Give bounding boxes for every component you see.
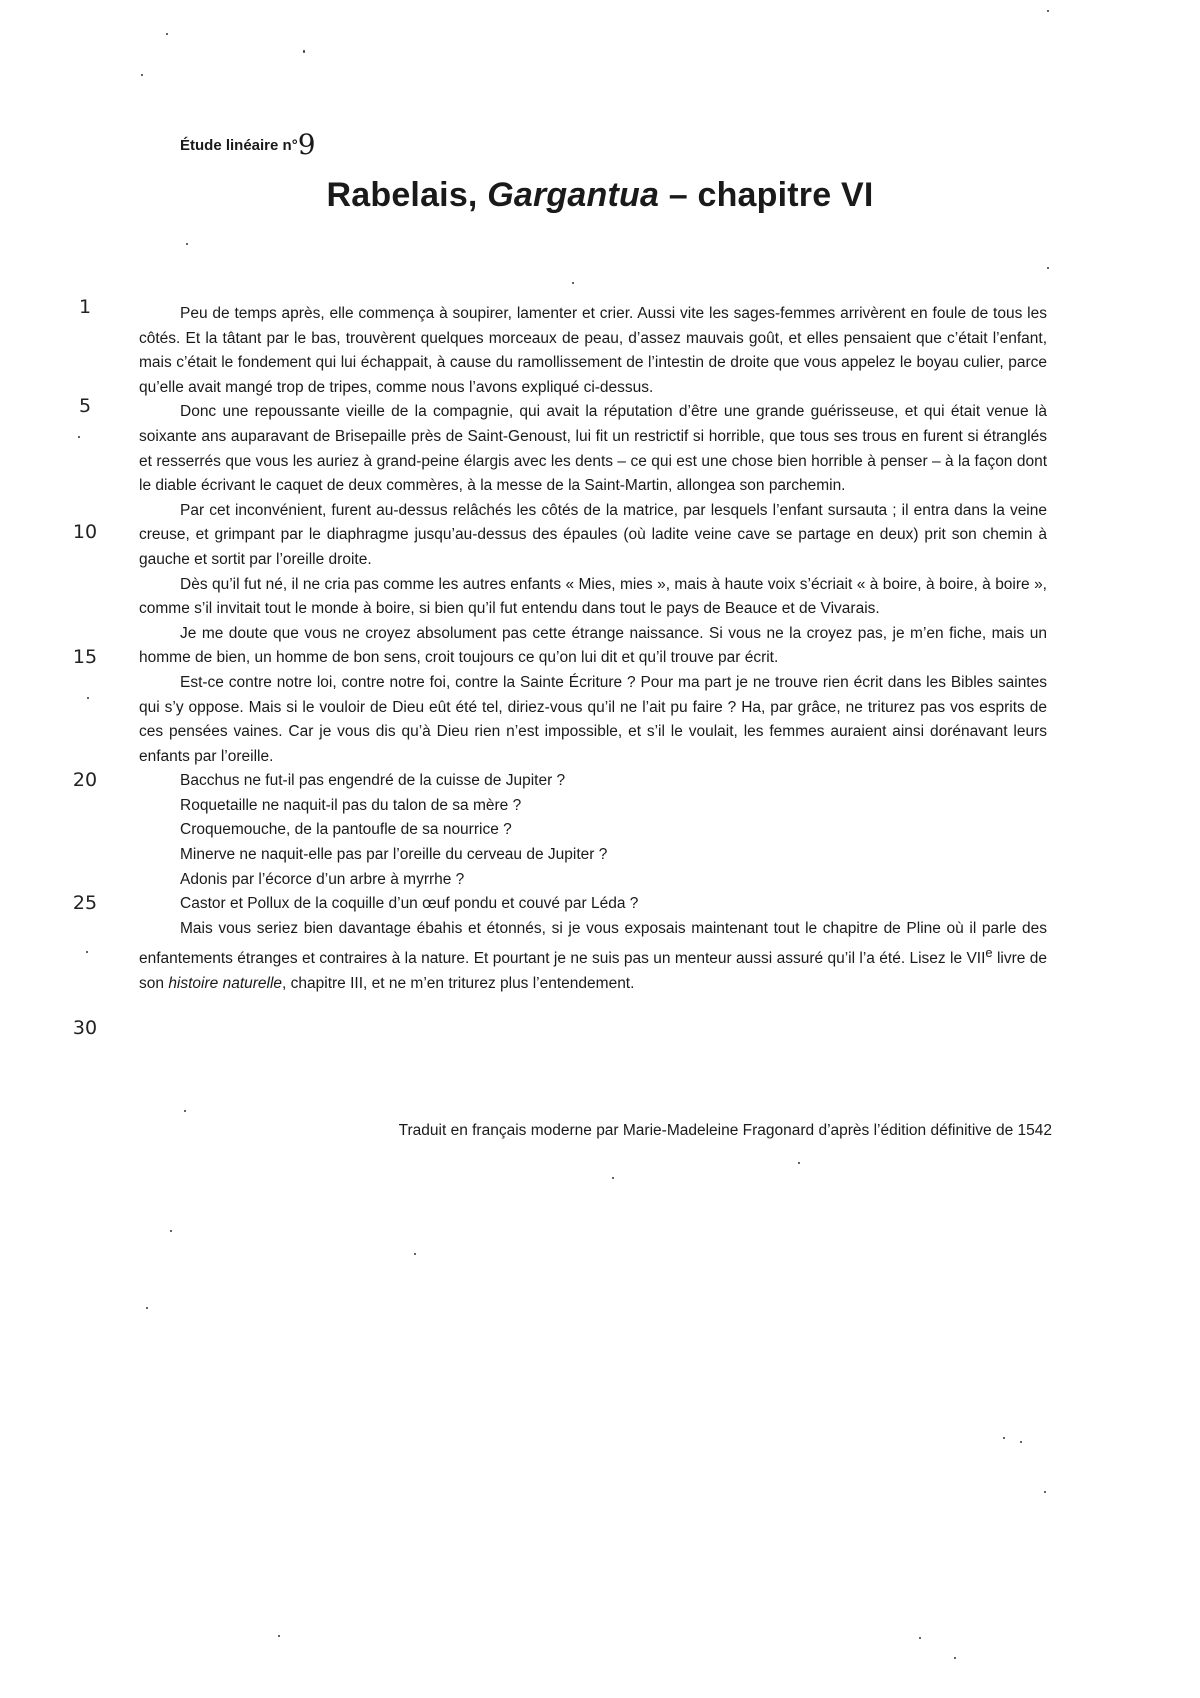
scan-speck	[184, 1110, 186, 1112]
scan-speck	[278, 1635, 280, 1637]
scan-speck	[87, 697, 89, 699]
scan-speck	[186, 243, 188, 245]
question-line: Croquemouche, de la pantoufle de sa nourrice ?	[180, 821, 512, 839]
scan-speck	[86, 951, 88, 953]
study-number: 9	[297, 128, 316, 161]
scan-speck	[146, 1307, 148, 1309]
line-number: 15	[72, 646, 98, 668]
translation-credit: Traduit en français moderne par Marie-Madeleine Fragonard d’après l’édition définitive de 1542	[398, 1122, 1052, 1139]
question-line: Roquetaille ne naquit-il pas du talon de sa mère ?	[180, 796, 522, 814]
title-work: Gargantua	[487, 176, 660, 214]
line-number: 1	[78, 296, 92, 318]
closing-text: Mais vous seriez bien davantage ébahis et étonnés, si je vous exposais maintenant tout le chapitre de Pline où il parle des enfantements étranges et contraires à la nature. Et pourtant je ne suis pas un menteur aussi assuré qu’il l’a été. Lisez le VII	[139, 919, 1047, 968]
scan-speck	[166, 33, 168, 35]
title-chapter: – chapitre VI	[659, 176, 874, 214]
paragraph: Est-ce contre notre loi, contre notre foi, contre la Sainte Écriture ? Pour ma part je ne trouve rien écrit dans les Bibles saintes qui s’y oppose. Mais si le vouloir de Dieu eût été tel, diriez-vous qu’il ne l’ait pu faire ? Ha, par grâce, ne triturez pas vos esprits de ces pensées vaines. Car je vous dis qu’à Dieu rien n’est impossible, et s’il le voulait, les femmes auraient ainsi dorénavant leurs enfants par l’oreille.	[139, 673, 1047, 765]
scan-speck	[303, 50, 305, 53]
scan-speck	[141, 74, 143, 76]
paragraph: Par cet inconvénient, furent au-dessus relâchés les côtés de la matrice, par lesquels l’enfant sursauta ; il entra dans la veine creuse, et grimpant par le diaphragme jusqu’au-dessus des épaules (où ladite veine cave se partage en deux) prit son chemin à gauche et sortit par l’oreille droite.	[139, 501, 1047, 568]
question-line: Adonis par l’écorce d’un arbre à myrrhe ?	[180, 870, 465, 888]
closing-paragraph	[139, 917, 1047, 997]
closing-text: livre de son	[139, 950, 1047, 993]
chapter-text	[139, 302, 1047, 997]
paragraph: Je me doute que vous ne croyez absolument pas cette étrange naissance. Si vous ne la croyez pas, je m’en fiche, mais un homme de bien, un homme de bon sens, croit toujours ce qu’on lui dit et qu’il trouve par écrit.	[139, 624, 1047, 667]
scan-speck	[78, 436, 80, 438]
scan-speck	[170, 1230, 172, 1232]
line-number: 10	[72, 521, 98, 543]
title-author: Rabelais,	[326, 176, 488, 214]
scan-speck	[612, 1177, 614, 1179]
scan-speck	[1047, 267, 1049, 269]
line-number: 30	[72, 1017, 98, 1039]
closing-superscript: e	[985, 945, 993, 961]
scan-speck	[1020, 1441, 1022, 1443]
study-label	[180, 124, 316, 161]
line-number: 5	[78, 395, 92, 417]
closing-text: , chapitre III, et ne m’en triturez plus l’entendement.	[282, 975, 635, 993]
paragraph: Donc une repoussante vieille de la compagnie, qui avait la réputation d’être une grande guérisseuse, et qui était venue là soixante ans auparavant de Brisepaille près de Saint-Genoust, lui fit un restrictif si horrible, que tous ses trous en furent si étranglés et resserrés que vous les auriez à grand-peine élargis avec les dents – ce qui est une chose bien horrible à penser – à la façon dont le diable écrivant le caquet de deux commères, à la messe de la Saint-Martin, allongea son parchemin.	[139, 403, 1047, 495]
page-title	[0, 176, 1200, 215]
question-line: Castor et Pollux de la coquille d’un œuf pondu et couvé par Léda ?	[180, 895, 639, 913]
scan-speck	[798, 1162, 800, 1164]
scan-speck	[1044, 1491, 1046, 1493]
line-number: 20	[72, 769, 98, 791]
scan-speck	[1003, 1437, 1005, 1439]
paragraph: Peu de temps après, elle commença à soupirer, lamenter et crier. Aussi vite les sages-femmes arrivèrent en foule de tous les côtés. Et la tâtant par le bas, trouvèrent quelques morceaux de peau, d’assez mauvais goût, et elles pensaient que c’était l’enfant, mais c’était le fondement qui lui échappait, à cause du ramollissement de l’intestin de droite que vous appelez le boyau culier, parce qu’elle avait mangé trop de tripes, comme nous l’avons expliqué ci-dessus.	[139, 305, 1047, 396]
paragraph: Dès qu’il fut né, il ne cria pas comme les autres enfants « Mies, mies », mais à haute voix s’écriait « à boire, à boire, à boire », comme s’il invitait tout le monde à boire, si bien qu’il fut entendu dans tout le pays de Beauce et de Vivarais.	[139, 575, 1047, 618]
scan-speck	[414, 1253, 416, 1255]
question-line: Bacchus ne fut-il pas engendré de la cuisse de Jupiter ?	[180, 772, 566, 790]
scan-speck	[572, 282, 574, 284]
scan-speck	[954, 1657, 956, 1659]
study-label-text: Étude linéaire n°	[180, 137, 298, 154]
book-title: histoire naturelle	[168, 975, 283, 993]
line-number: 25	[72, 892, 98, 914]
question-line: Minerve ne naquit-elle pas par l’oreille du cerveau de Jupiter ?	[180, 846, 608, 864]
scan-speck	[1047, 10, 1049, 12]
scan-speck	[919, 1637, 921, 1639]
